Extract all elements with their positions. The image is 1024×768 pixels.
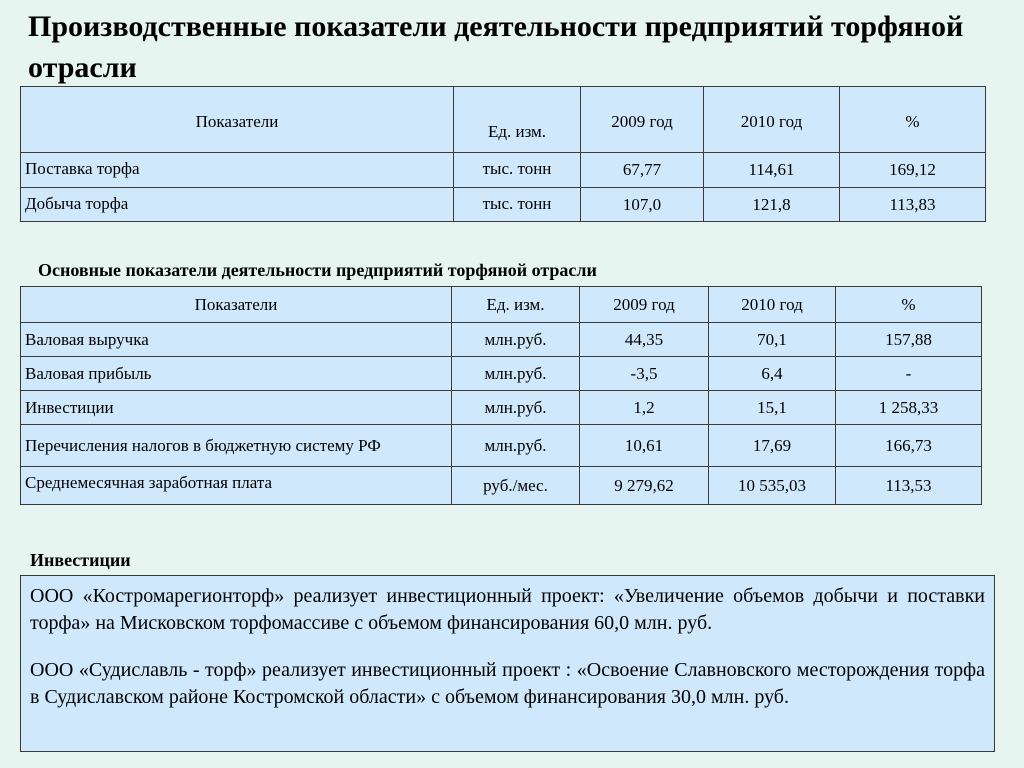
table-cell: тыс. тонн [454, 188, 581, 222]
table-cell: 107,0 [581, 188, 704, 222]
production-table [20, 86, 986, 222]
investment-paragraph: ООО «Костромарегионторф» реализует инвестиционный проект: «Увеличение объемов добычи и поставки торфа» на Мисковском торфомассиве с объемом финансирования 60,0 млн. руб. [30, 585, 985, 634]
header-cell-2010: 2010 год [704, 87, 840, 153]
header-cell-2009: 2009 год [580, 287, 709, 323]
table-row [21, 467, 982, 505]
table-cell: млн.руб. [452, 425, 580, 467]
table-cell: Среднемесячная заработная плата [21, 467, 452, 505]
table-cell: Поставка торфа [21, 153, 454, 188]
table-cell: Инвестиции [21, 391, 452, 425]
table-cell: 169,12 [840, 153, 986, 188]
table-cell: Валовая выручка [21, 323, 452, 357]
table-cell: -3,5 [580, 357, 709, 391]
table-cell: 6,4 [709, 357, 836, 391]
table-cell: 121,8 [704, 188, 840, 222]
table-row [21, 153, 986, 188]
investments-box [20, 575, 995, 752]
table-cell: 17,69 [709, 425, 836, 467]
table-cell: 67,77 [581, 153, 704, 188]
header-cell-percent: % [836, 287, 982, 323]
table-row [21, 391, 982, 425]
table-cell: 10 535,03 [709, 467, 836, 505]
table-cell: 70,1 [709, 323, 836, 357]
table-cell: Добыча торфа [21, 188, 454, 222]
table-cell: 113,83 [840, 188, 986, 222]
table-cell: Перечисления налогов в бюджетную систему РФ [21, 425, 452, 467]
table-cell: 166,73 [836, 425, 982, 467]
table-cell: Валовая прибыль [21, 357, 452, 391]
table-cell: млн.руб. [452, 357, 580, 391]
main-indicators-table [20, 286, 982, 505]
investments-heading: Инвестиции [30, 550, 131, 570]
table-header-row [21, 287, 982, 323]
table-row [21, 188, 986, 222]
table-cell: 9 279,62 [580, 467, 709, 505]
table-cell: 114,61 [704, 153, 840, 188]
section-title: Основные показатели деятельности предприятий торфяной отрасли [38, 260, 597, 280]
investment-paragraph: ООО «Судиславль - торф» реализует инвестиционный проект : «Освоение Славновского месторождения торфа в Судиславском районе Костромской области» с объемом финансирования 30,0 млн. руб. [30, 659, 985, 708]
header-cell-indicator: Показатели [21, 287, 452, 323]
header-cell-2010: 2010 год [709, 287, 836, 323]
table-cell: тыс. тонн [454, 153, 581, 188]
header-cell-unit: Ед. изм. [454, 87, 581, 153]
page-title: Производственные показатели деятельности предприятий торфяной отрасли [28, 10, 964, 84]
table-cell: 15,1 [709, 391, 836, 425]
table-cell: - [836, 357, 982, 391]
table-cell: 1,2 [580, 391, 709, 425]
table-cell: 44,35 [580, 323, 709, 357]
table-header-row [21, 87, 986, 153]
table-row [21, 425, 982, 467]
table-cell: руб./мес. [452, 467, 580, 505]
table-row [21, 323, 982, 357]
table-cell: 157,88 [836, 323, 982, 357]
header-cell-2009: 2009 год [581, 87, 704, 153]
table-cell: млн.руб. [452, 323, 580, 357]
header-cell-indicator: Показатели [21, 87, 454, 153]
table-cell: 1 258,33 [836, 391, 982, 425]
table-cell: 113,53 [836, 467, 982, 505]
table-cell: млн.руб. [452, 391, 580, 425]
table-row [21, 357, 982, 391]
header-cell-percent: % [840, 87, 986, 153]
header-cell-unit: Ед. изм. [452, 287, 580, 323]
table-cell: 10,61 [580, 425, 709, 467]
